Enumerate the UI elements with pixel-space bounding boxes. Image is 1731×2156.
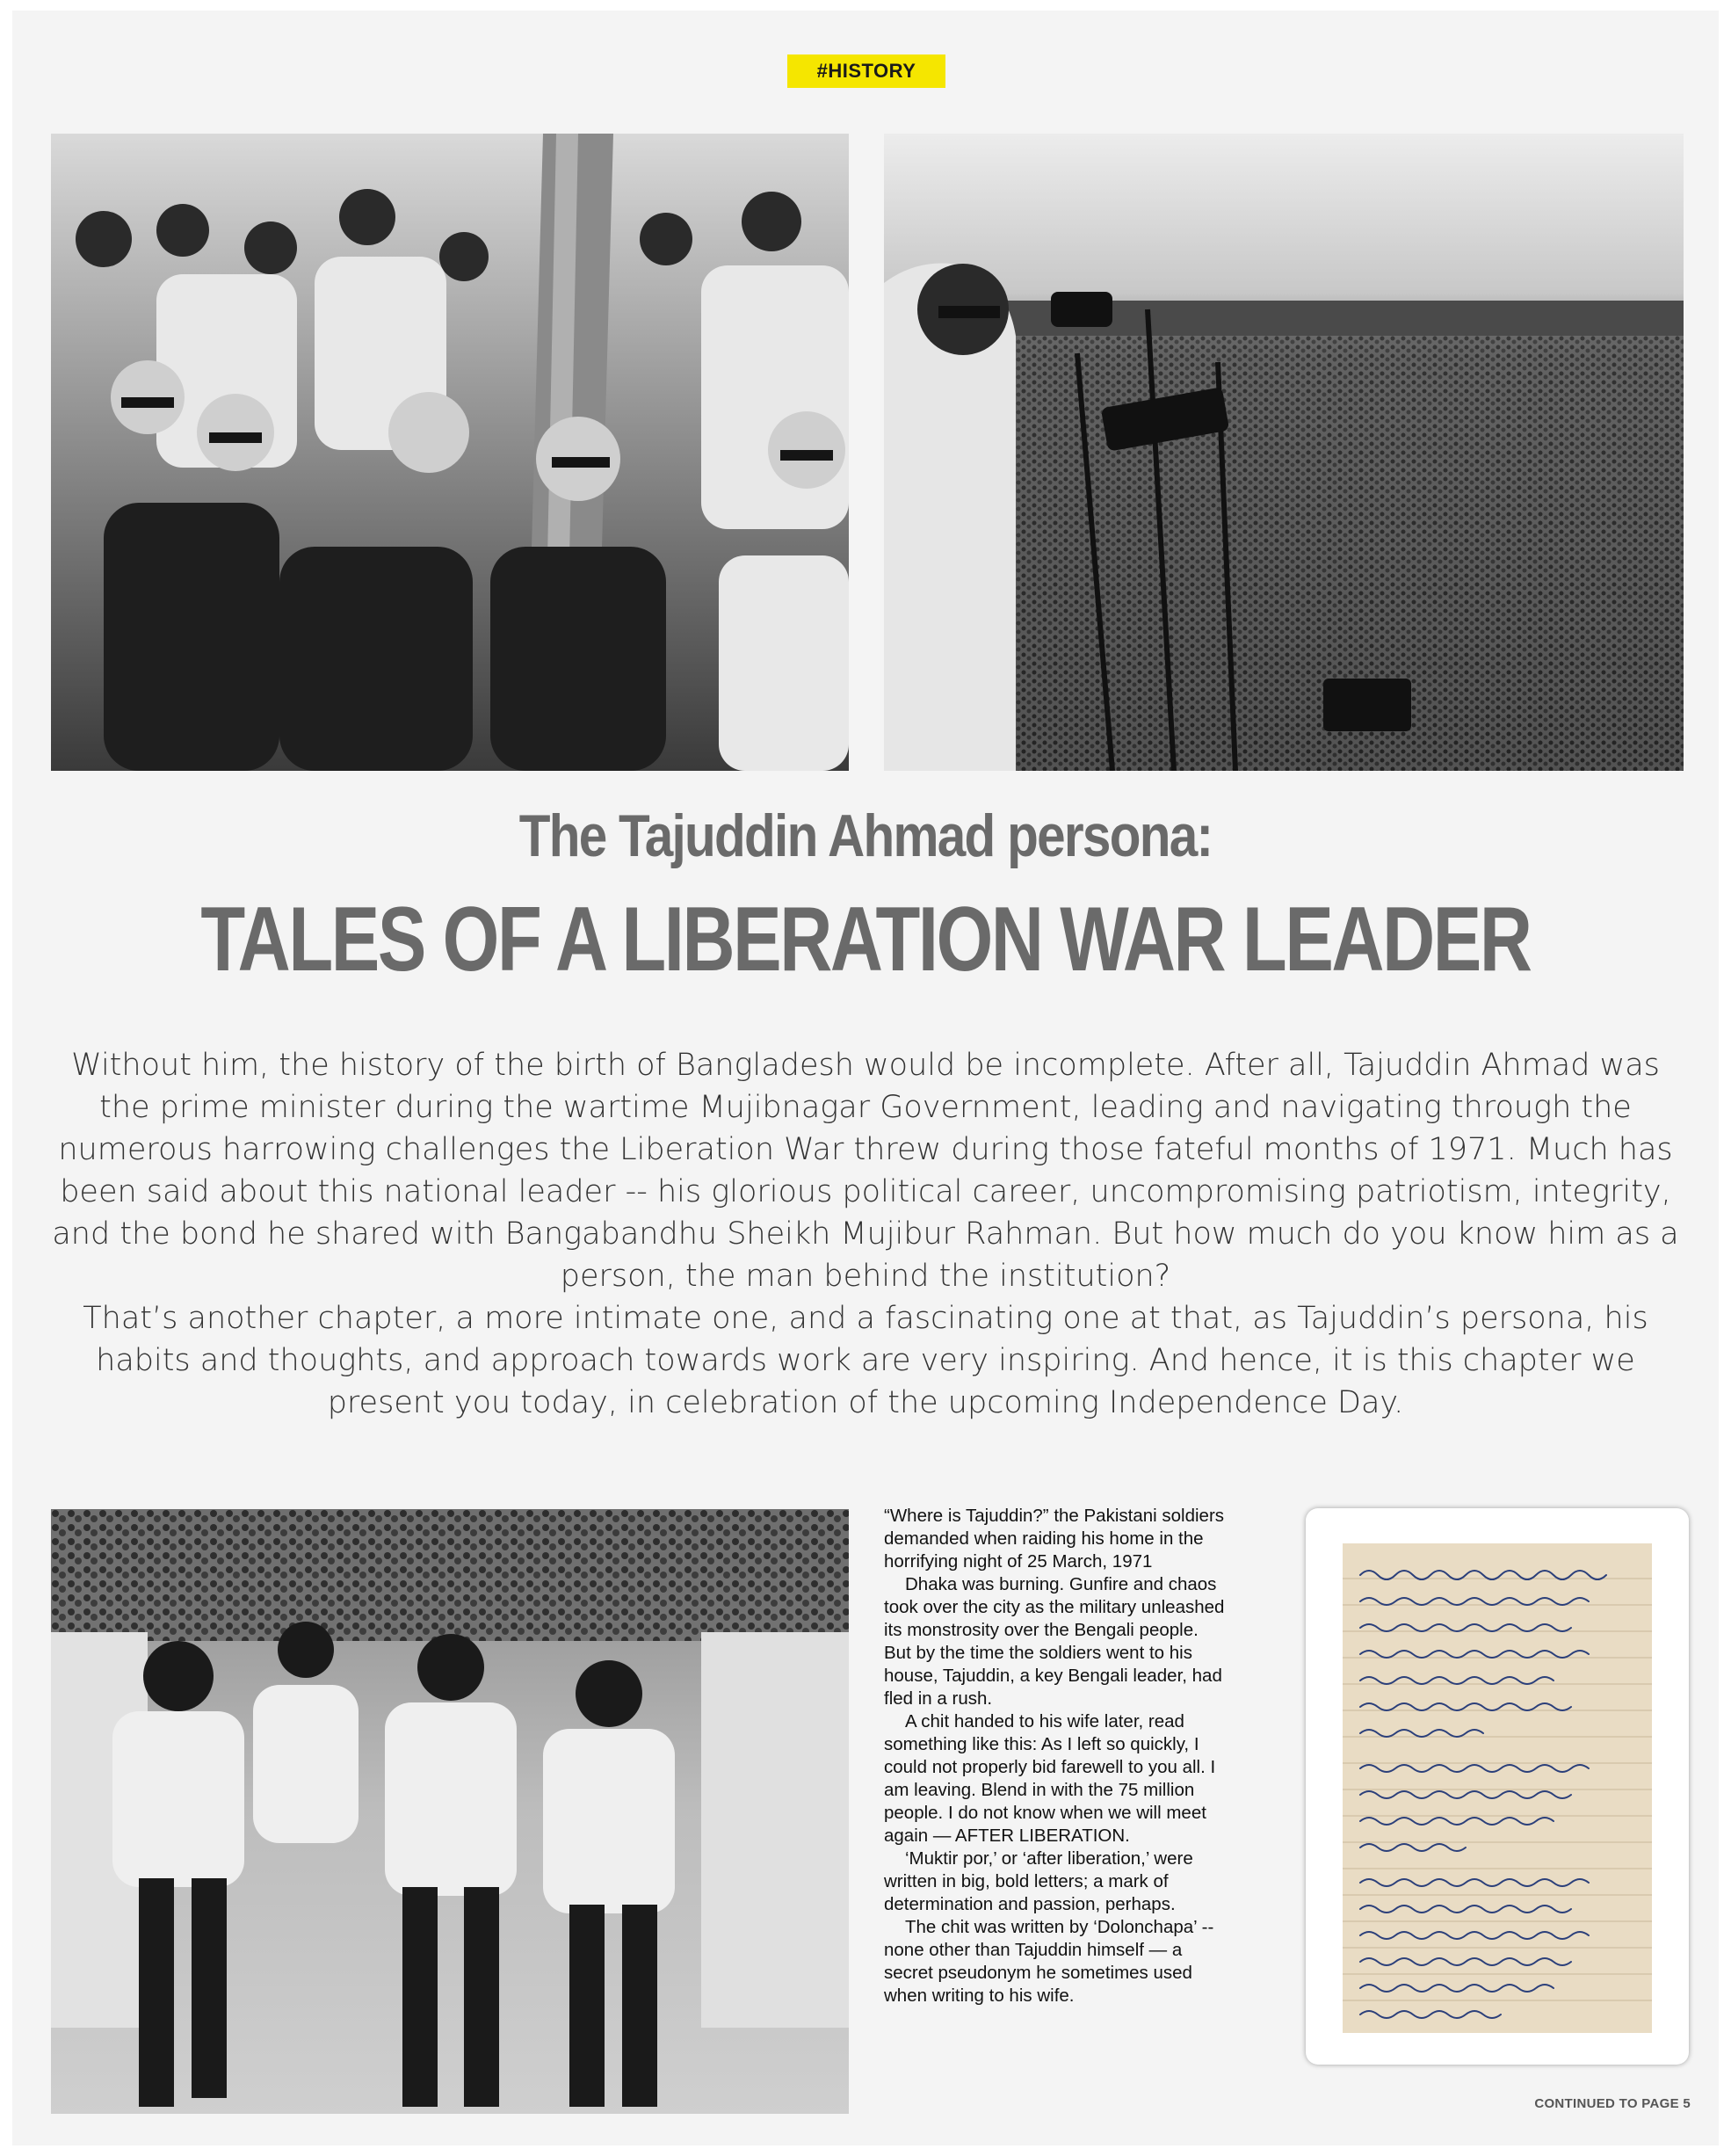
article-body (884, 1505, 1227, 2007)
article-paragraph: A chit handed to his wife later, read something like this: As I left so quickly, I could not properly bid farewell to you all. I am leaving. Blend in with the 75 million people. I do not know when we will meet again — AFTER LIBERATION. (884, 1711, 1216, 1846)
intro-paragraph: Without him, the history of the birth of Bangladesh would be incomplete. After all, Tajuddin Ahmad was the prime minister during the wartime Mujibnagar Government, leading and navigating through the numerous harrowing challenges the Liberation War threw during those fateful months of 1971. Much has been said about this national leader -- his glorious political career, uncompromising patriotism, integrity, and the bond he shared with Bangabandhu Sheikh Mujibur Rahman. But how much do you know him as a person, the man behind the institution? (52, 1048, 1679, 1294)
leaders-photo-image (51, 134, 849, 771)
intro-text (44, 1044, 1687, 1424)
section-tag: #HISTORY (787, 54, 945, 88)
march-photo-image (51, 1509, 849, 2114)
article-paragraph: Dhaka was burning. Gunfire and chaos took over the city as the military unleashed its monstrosity over the Bengali people. But by the time the soldiers went to his house, Tajuddin, a key Bengali leader, had fled in a rush. (884, 1574, 1225, 1709)
continued-note: CONTINUED TO PAGE 5 (1534, 2096, 1691, 2111)
rally-photo-image (884, 134, 1684, 771)
leaders-photo (51, 134, 849, 771)
article-paragraph: The chit was written by ‘Dolonchapa’ -- none other than Tajuddin himself — a secret pseudonym he sometimes used when writing to his wife. (884, 1917, 1214, 2006)
article-paragraph: ‘Muktir por,’ or ‘after liberation,’ were written in big, bold letters; a mark of determination and passion, perhaps. (884, 1848, 1193, 1914)
intro-paragraph: That’s another chapter, a more intimate one, and a fascinating one at that, as Tajuddin’s persona, his habits and thoughts, and approach towards work are very inspiring. And hence, it is this chapter we present you today, in celebration of the upcoming Independence Day. (83, 1301, 1648, 1420)
headline-title: TALES OF A LIBERATION WAR LEADER (200, 889, 1531, 991)
headline-kicker: The Tajuddin Ahmad persona: (518, 802, 1213, 869)
march-photo (51, 1509, 849, 2114)
rally-photo (884, 134, 1684, 771)
handwritten-note-card (1306, 1508, 1689, 2065)
handwriting-scribble (1343, 1543, 1652, 2033)
article-paragraph: “Where is Tajuddin?” the Pakistani soldiers demanded when raiding his home in the horrifying night of 25 March, 1971 (884, 1506, 1225, 1572)
handwritten-note-image (1343, 1543, 1652, 2033)
